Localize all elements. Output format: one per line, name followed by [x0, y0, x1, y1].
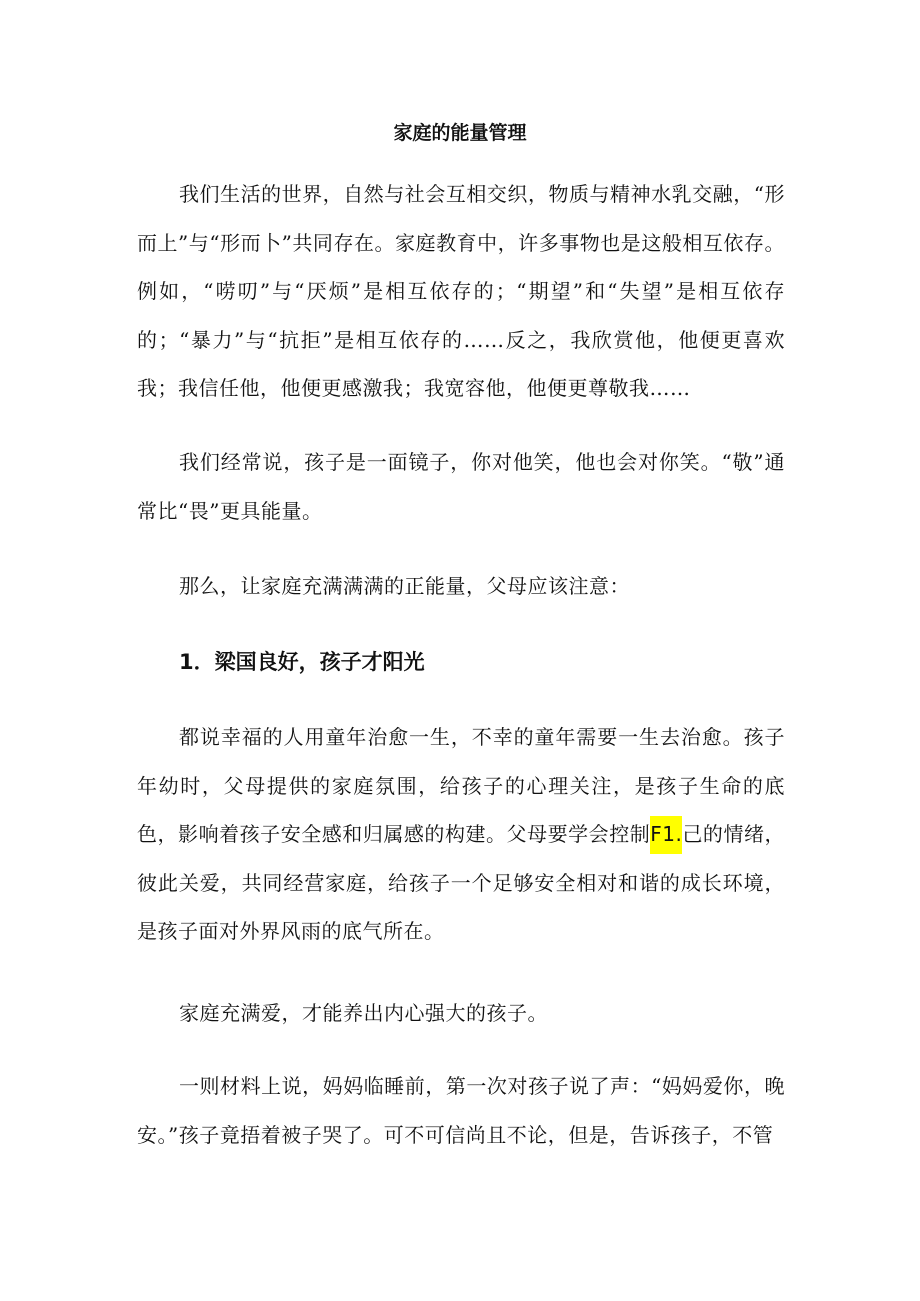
paragraph-childhood: [137, 713, 785, 956]
paragraph-childhood-text-end: 己的情绪，彼此关爱，共同经营家庭，给孩子一个足够安全相对和谐的成长环境，是孩子面对外界风雨的底气所在。: [137, 822, 786, 943]
paragraph-love: 家庭充满爱，才能养出内心强大的孩子。: [179, 1001, 548, 1025]
section-heading-1: 1．梁国良好，孩子才阳光: [179, 650, 425, 674]
paragraph-intro: 我们生活的世界，自然与社会互相交织，物质与精神水乳交融，“形而上”与“形而卜”共同存在。家庭教育中，许多事物也是这般相互依存。例如，“唠叨”与“厌烦”是相互依存的；“期望”和“失望”是相互依存的；“暴力”与“抗拒”是相互依存的……反之，我欣赏他，他便更喜欢我；我信任他，他便更感激我；我宽容他，他便更尊敬我……: [137, 182, 785, 400]
paragraph-childhood-text-start: 都说幸福的人用童年治愈一生，不幸的童年需要一生去治愈。孩子年幼时，父母提供的家庭氛围，给孩子的心理关注，是孩子生命的底色，影响着孩子安全感和归属感的构建。父母要学会控制: [137, 725, 785, 846]
paragraph-parents-note: 那么，让家庭充满满满的正能量，父母应该注意：: [179, 574, 630, 598]
highlighted-text: F1.: [650, 816, 682, 854]
paragraph-mirror: 我们经常说，孩子是一面镜子，你对他笑，他也会对你笑。“敬”通常比“畏”更具能量。: [137, 450, 785, 523]
paragraph-material: 一则材料上说，妈妈临睡前，第一次对孩子说了声：“妈妈爱你，晚安。”孩子竟捂着被子哭了。可不可信尚且不论，但是，告诉孩子，不管: [137, 1074, 785, 1147]
document-title: 家庭的能量管理: [393, 122, 527, 144]
